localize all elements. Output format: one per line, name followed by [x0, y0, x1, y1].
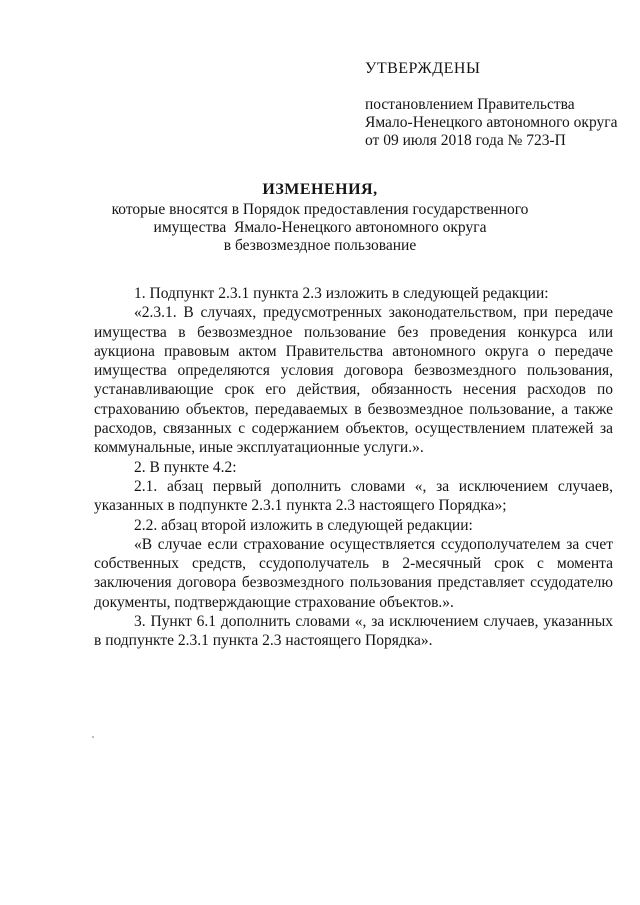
- paragraph-7: 3. Пункт 6.1 дополнить словами «, за исключением случаев, указанных в подпункте 2.3.1 пункта 2.3 настоящего Порядка».: [94, 613, 613, 650]
- paragraph-3: 2. В пункте 4.2:: [134, 458, 237, 476]
- paragraph-6: «В случае если страхование осуществляется ссудополучателем за счет собственных средств, ссудополучатель в 2-месячный срок с момента заключения договора безвозмездного пользования представляет ссудодателю документы, подтверждающие страхование объектов.».: [94, 535, 613, 611]
- document-heading: [60, 181, 580, 255]
- document-title: ИЗМЕНЕНИЯ,: [262, 181, 378, 198]
- paragraph-1: 1. Подпункт 2.3.1 пункта 2.3 изложить в следующей редакции:: [134, 285, 549, 302]
- document-body: [94, 284, 613, 651]
- decree-line-3: от 09 июля 2018 года № 723-П: [365, 132, 566, 149]
- decree-line-2: Ямало-Ненецкого автономного округа: [365, 114, 618, 131]
- paragraph-2: «2.3.1. В случаях, предусмотренных законодательством, при передаче имущества в безвозмездное пользование без проведения конкурса или аукциона правовым актом Правительства автономного округа о передаче имущества определяются условия договора безвозмездного пользования, устанавливающие срок его действия, обязанность несения расходов по страхованию объектов, передаваемых в безвозмездное пользование, а также расходов, связанных с содержанием объектов, осуществлением платежей за коммунальные, иные эксплуатационные услуги.».: [94, 304, 613, 457]
- document-subtitle-line-2: имущества Ямало-Ненецкого автономного округа: [153, 219, 487, 236]
- document-subtitle-line-3: в безвозмездное пользование: [223, 237, 417, 254]
- approval-stamp: УТВЕРЖДЕНЫ: [365, 60, 481, 77]
- approval-block: [365, 60, 618, 150]
- paragraph-5: 2.2. абзац второй изложить в следующей редакции:: [134, 516, 473, 534]
- document-subtitle-line-1: которые вносятся в Порядок предоставления государственного: [111, 201, 529, 218]
- paragraph-4: 2.1. абзац первый дополнить словами «, за исключением случаев, указанных в подпункте 2.3.1 пункта 2.3 настоящего Порядка»;: [94, 477, 613, 515]
- decree-line-1: постановлением Правительства: [365, 96, 575, 113]
- scan-artifact: [92, 736, 94, 738]
